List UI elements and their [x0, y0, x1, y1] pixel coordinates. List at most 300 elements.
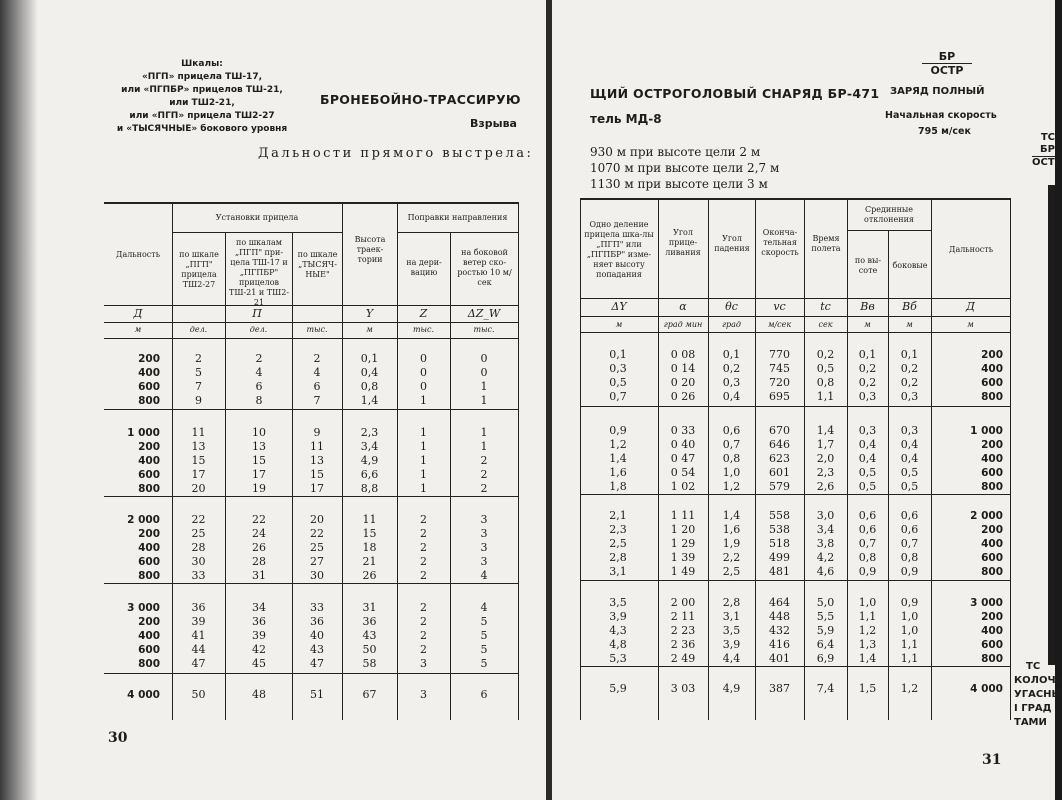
- table-cell: 0,3: [722, 376, 741, 389]
- table-cell: 0: [480, 352, 488, 365]
- bb-column: [890, 682, 929, 696]
- table-cell: 33: [310, 601, 324, 614]
- table-cell: 47: [310, 657, 324, 670]
- table-cell: 0,4: [858, 452, 877, 465]
- table-cell: 600: [981, 639, 1003, 651]
- direct-fire-line: 930 м при высоте цели 2 м: [590, 145, 761, 159]
- table-cell: 770: [769, 348, 790, 361]
- header-scale-pgpbr: по шкалам „ПГП" при-цела ТШ-17 и „ПГПБР" прицелов ТШ-21 и ТШ2-21: [228, 238, 290, 307]
- theta-column: [710, 596, 753, 666]
- header-side-wind: на боковой ветер ско-ростью 10 м/сек: [457, 248, 512, 287]
- table-cell: 401: [769, 652, 790, 665]
- table-cell: 28: [252, 555, 266, 568]
- edge-text-bottom: [1014, 660, 1062, 730]
- table-cell: 0: [420, 366, 427, 379]
- wind-column: [453, 688, 515, 702]
- table-cell: 400: [981, 625, 1003, 637]
- table-cell: 1: [420, 394, 427, 407]
- table-cell: 34: [252, 601, 266, 614]
- table-cell: 1,0: [900, 610, 919, 623]
- table-cell: 6: [480, 688, 488, 701]
- table-cell: 1: [420, 468, 427, 481]
- table-cell: 1,4: [722, 509, 741, 522]
- direct-fire-label: Дальности прямого выстрела:: [258, 146, 534, 161]
- table-cell: 0 20: [670, 376, 696, 389]
- table-cell: 4: [480, 601, 488, 614]
- table-cell: 0,4: [900, 438, 919, 451]
- edge-text-top: [1032, 132, 1059, 169]
- table-cell: 58: [362, 657, 377, 670]
- table-cell: 1,9: [722, 537, 741, 550]
- vc-column: [757, 424, 802, 494]
- tc-column: [806, 682, 845, 696]
- table-cell: 1: [480, 394, 488, 407]
- header-range: Дальность: [115, 250, 161, 259]
- right-range-column: [933, 682, 1003, 696]
- pgp-column: [176, 513, 221, 583]
- table-cell: 0,1: [609, 348, 627, 361]
- corner-mark-bottom: ОСТР: [930, 64, 964, 77]
- table-cell: 41: [191, 629, 206, 642]
- table-cell: 4: [480, 569, 488, 582]
- table-cell: 0,5: [900, 466, 919, 479]
- table-cell: 4,2: [816, 551, 835, 564]
- table-cell: 0 33: [670, 424, 696, 437]
- table-cell: 0,7: [858, 537, 877, 550]
- table-cell: 400: [138, 542, 160, 554]
- right-range-column: [933, 424, 1003, 494]
- header-right-range: Дальность: [948, 245, 994, 254]
- table-cell: 2: [420, 513, 427, 526]
- bv-column: [849, 682, 886, 696]
- table-cell: 2,5: [609, 537, 627, 550]
- dy-column: [582, 509, 654, 579]
- unit-tc: сек: [818, 320, 833, 329]
- table-cell: 600: [981, 552, 1003, 564]
- table-cell: 3,1: [722, 610, 741, 623]
- vc-column: [757, 509, 802, 579]
- table-cell: 2: [420, 541, 427, 554]
- table-cell: 2: [420, 601, 427, 614]
- bv-column: [849, 348, 886, 404]
- table-cell: 2: [420, 569, 427, 582]
- table-cell: 36: [310, 615, 324, 628]
- table-cell: 1: [480, 426, 488, 439]
- symbol-wind: ΔZ_W: [467, 307, 501, 320]
- table-cell: 0,5: [609, 376, 627, 389]
- thousand-column: [295, 426, 339, 496]
- table-cell: 5,0: [816, 596, 835, 609]
- table-cell: 27: [310, 555, 324, 568]
- table-cell: 2: [195, 352, 202, 365]
- table-cell: 33: [191, 569, 206, 582]
- page-number: 30: [108, 730, 128, 746]
- table-cell: 1,2: [722, 480, 741, 493]
- table-cell: 1,1: [900, 652, 919, 665]
- table-cell: 0,5: [858, 480, 877, 493]
- bv-column: [849, 424, 886, 494]
- edge-text: ОСТІ: [1032, 157, 1059, 168]
- table-cell: 1,0: [858, 596, 877, 609]
- table-cell: 601: [769, 466, 790, 479]
- table-cell: 39: [252, 629, 266, 642]
- header-scale-pgp: по шкале „ПГП" прицела ТШ2-27: [179, 250, 219, 289]
- table-cell: 31: [252, 569, 266, 582]
- table-cell: 200: [981, 349, 1003, 361]
- right-page: [552, 0, 1062, 800]
- table-cell: 0,2: [900, 376, 919, 389]
- table-cell: 800: [981, 653, 1003, 665]
- table-cell: 0,7: [609, 390, 627, 403]
- table-cell: 3,1: [609, 565, 627, 578]
- table-cell: 0,7: [722, 438, 741, 451]
- theta-column: [710, 348, 753, 404]
- table-cell: 0,4: [900, 452, 919, 465]
- table-cell: 0,9: [900, 565, 919, 578]
- table-cell: 1 000: [970, 425, 1003, 437]
- table-cell: 1,2: [900, 682, 919, 695]
- table-cell: 4,8: [609, 638, 627, 651]
- table-cell: 42: [252, 643, 266, 656]
- table-cell: 3,4: [816, 523, 835, 536]
- edge-text: КОЛОЧЕ: [1014, 675, 1062, 686]
- tc-column: [806, 509, 845, 579]
- unit-bb: м: [906, 320, 913, 329]
- table-cell: 1,6: [609, 466, 627, 479]
- table-cell: 36: [191, 601, 206, 614]
- right-range-column: [933, 596, 1003, 666]
- dy-column: [582, 682, 654, 696]
- table-cell: 5: [480, 629, 488, 642]
- symbol-derivation: Z: [419, 307, 428, 320]
- scales-caption-line: или «ПГПБР» прицелов ТШ-21,: [121, 85, 283, 95]
- table-cell: 9: [313, 426, 321, 439]
- table-cell: 4 000: [127, 689, 160, 701]
- table-cell: 6,6: [360, 468, 379, 481]
- table-cell: 3: [420, 657, 427, 670]
- table-cell: 0,4: [722, 390, 741, 403]
- table-cell: 20: [310, 513, 324, 526]
- bb-column: [890, 348, 929, 404]
- table-cell: 1,6: [722, 523, 741, 536]
- unit-height: м: [366, 325, 373, 334]
- table-cell: 0,2: [858, 362, 877, 375]
- table-cell: 387: [769, 682, 790, 695]
- table-cell: 8: [255, 394, 263, 407]
- scales-caption-line: Шкалы:: [181, 59, 223, 69]
- table-cell: 0,1: [722, 348, 741, 361]
- table-cell: 1,0: [900, 624, 919, 637]
- table-cell: 1,7: [816, 438, 835, 451]
- table-cell: 18: [362, 541, 377, 554]
- table-cell: 1,4: [858, 652, 877, 665]
- table-cell: 1: [480, 440, 488, 453]
- table-cell: 1 29: [670, 537, 696, 550]
- table-cell: 50: [191, 688, 206, 701]
- table-cell: 8,8: [360, 482, 379, 495]
- range-column: [112, 426, 160, 496]
- table-cell: 400: [138, 455, 160, 467]
- table-cell: 800: [981, 391, 1003, 403]
- table-cell: 0,6: [900, 523, 919, 536]
- table-cell: 0,2: [722, 362, 741, 375]
- header-corrections: Поправки направления: [407, 213, 508, 222]
- table-cell: 1: [420, 440, 427, 453]
- table-cell: 11: [310, 440, 324, 453]
- table-cell: 0: [480, 366, 488, 379]
- pgp-column: [176, 426, 221, 496]
- next-page-edge: [1048, 185, 1055, 665]
- charge-label: ЗАРЯД ПОЛНЫЙ: [890, 86, 985, 97]
- table-cell: 30: [310, 569, 324, 582]
- table-cell: 3,9: [722, 638, 741, 651]
- table-cell: 1 000: [127, 427, 160, 439]
- theta-column: [710, 424, 753, 494]
- scales-caption-line: или ТШ2-21,: [169, 98, 235, 108]
- direct-fire-lines: [590, 144, 779, 192]
- table-cell: 0,6: [858, 523, 877, 536]
- table-cell: 39: [191, 615, 206, 628]
- scales-caption-line: или «ПГП» прицела ТШ2-27: [129, 111, 275, 121]
- dy-column: [582, 596, 654, 666]
- vc-column: [757, 596, 802, 666]
- table-cell: 0,3: [900, 424, 919, 437]
- table-cell: 2,1: [609, 509, 627, 522]
- table-cell: 432: [769, 624, 790, 637]
- table-cell: 25: [310, 541, 324, 554]
- pgpbr-column: [229, 352, 289, 408]
- table-cell: 4,9: [360, 454, 379, 467]
- derivation-column: [400, 352, 447, 408]
- table-cell: 0,1: [360, 352, 379, 365]
- table-cell: 0,6: [858, 509, 877, 522]
- dy-column: [582, 348, 654, 404]
- table-cell: 3,4: [360, 440, 379, 453]
- table-cell: 9: [195, 394, 202, 407]
- table-cell: 1: [480, 380, 488, 393]
- table-cell: 6,4: [816, 638, 835, 651]
- table-cell: 0,9: [900, 596, 919, 609]
- scales-caption-line: и «ТЫСЯЧНЫЕ» бокового уровня: [116, 124, 288, 134]
- table-cell: 1 39: [670, 551, 696, 564]
- table-cell: 26: [362, 569, 377, 582]
- left-subtitle: Взрыва: [470, 117, 517, 130]
- table-cell: 670: [769, 424, 790, 437]
- table-cell: 0,3: [858, 390, 877, 403]
- table-cell: 17: [252, 468, 266, 481]
- table-cell: 0,8: [722, 452, 741, 465]
- table-cell: 51: [310, 688, 324, 701]
- table-cell: 3 000: [970, 597, 1003, 609]
- table-cell: 0 54: [670, 466, 696, 479]
- table-cell: 2 11: [670, 610, 696, 623]
- table-cell: 2,6: [816, 480, 835, 493]
- table-cell: 800: [981, 566, 1003, 578]
- pgp-column: [176, 352, 221, 408]
- table-cell: 6,9: [816, 652, 835, 665]
- direct-fire-line: 1070 м при высоте цели 2,7 м: [590, 161, 780, 175]
- table-cell: 1,1: [816, 390, 835, 403]
- table-cell: 3,5: [609, 596, 627, 609]
- table-cell: 0,2: [816, 348, 835, 361]
- header-scale-thousand: по шкале „ТЫСЯЧ-НЫЕ": [297, 250, 338, 279]
- table-cell: 3,9: [609, 610, 627, 623]
- right-range-column: [933, 348, 1003, 404]
- table-cell: 0,8: [858, 551, 877, 564]
- pgpbr-column: [229, 513, 289, 583]
- pgpbr-column: [229, 601, 289, 671]
- table-cell: 2: [255, 352, 263, 365]
- table-cell: 1 11: [670, 509, 696, 522]
- pgp-column: [176, 688, 221, 702]
- table-cell: 0 47: [670, 452, 696, 465]
- table-cell: 518: [769, 537, 790, 550]
- table-cell: 2 49: [670, 652, 696, 665]
- table-cell: 1,1: [900, 638, 919, 651]
- table-cell: 538: [769, 523, 790, 536]
- table-cell: 13: [191, 440, 206, 453]
- unit-wind: тыс.: [473, 325, 495, 334]
- symbol-height: Y: [365, 307, 374, 320]
- table-cell: 2: [480, 482, 488, 495]
- height-column: [345, 601, 394, 671]
- scales-caption-line: «ПГП» прицела ТШ-17,: [141, 72, 263, 82]
- table-cell: 0,3: [858, 424, 877, 437]
- theta-column: [710, 509, 753, 579]
- unit-theta: град: [721, 320, 741, 329]
- table-cell: 400: [981, 538, 1003, 550]
- table-cell: 400: [138, 630, 160, 642]
- thousand-column: [295, 352, 339, 408]
- header-derivation: на дери-вацию: [406, 258, 442, 277]
- table-cell: 13: [252, 440, 266, 453]
- symbol-bb: Вб: [902, 300, 917, 313]
- unit-thousand: тыс.: [306, 325, 328, 334]
- page-number: 31: [982, 752, 1002, 768]
- table-cell: 2,3: [360, 426, 379, 439]
- table-cell: 2 36: [670, 638, 696, 651]
- table-cell: 3 000: [127, 602, 160, 614]
- table-cell: 22: [191, 513, 206, 526]
- bb-column: [890, 596, 929, 666]
- range-column: [112, 513, 160, 583]
- table-cell: 2,3: [816, 466, 835, 479]
- table-cell: 1 02: [670, 480, 696, 493]
- unit-dy: м: [615, 320, 623, 329]
- table-cell: 7: [313, 394, 321, 407]
- table-cell: 2: [480, 454, 488, 467]
- table-cell: 3 03: [670, 682, 696, 695]
- table-cell: 200: [138, 616, 160, 628]
- table-cell: 481: [769, 565, 790, 578]
- table-cell: 45: [252, 657, 266, 670]
- table-cell: 5: [195, 366, 202, 379]
- bv-column: [849, 509, 886, 579]
- table-cell: 0,4: [858, 438, 877, 451]
- unit-range: м: [134, 325, 142, 334]
- corner-mark-top: БР: [922, 50, 972, 64]
- table-cell: 2: [313, 352, 321, 365]
- table-cell: 1,1: [858, 610, 877, 623]
- header-division: Одно деление прицела шка-лы „ПГП" или „ПГПБР" изме-няет высоту попадания: [584, 220, 654, 279]
- table-cell: 5,9: [816, 624, 835, 637]
- table-cell: 15: [362, 527, 377, 540]
- table-cell: 40: [310, 629, 324, 642]
- table-cell: 745: [769, 362, 790, 375]
- pgpbr-column: [229, 688, 289, 702]
- table-cell: 2 000: [127, 514, 160, 526]
- table-cell: 48: [252, 688, 266, 701]
- alpha-column: [660, 509, 706, 579]
- table-cell: 22: [310, 527, 324, 540]
- table-cell: 26: [252, 541, 266, 554]
- table-cell: 800: [138, 483, 160, 495]
- range-column: [112, 601, 160, 671]
- table-cell: 0,2: [900, 362, 919, 375]
- wind-column: [453, 426, 515, 496]
- scales-caption: [92, 58, 312, 136]
- table-cell: 15: [191, 454, 206, 467]
- table-cell: 800: [138, 570, 160, 582]
- height-column: [345, 352, 394, 408]
- table-cell: 13: [310, 454, 324, 467]
- table-cell: 11: [191, 426, 206, 439]
- table-cell: 2,5: [722, 565, 741, 578]
- bb-column: [890, 424, 929, 494]
- table-cell: 2,2: [722, 551, 741, 564]
- table-cell: 24: [252, 527, 266, 540]
- table-cell: 579: [769, 480, 790, 493]
- table-cell: 0,2: [858, 376, 877, 389]
- right-title: ЩИЙ ОСТРОГОЛОВЫЙ СНАРЯД БР-471: [590, 86, 880, 101]
- table-cell: 800: [138, 395, 160, 407]
- table-cell: 28: [191, 541, 206, 554]
- unit-vc: м/сек: [767, 320, 792, 329]
- table-cell: 43: [362, 629, 377, 642]
- symbol-tc: tc: [820, 300, 831, 313]
- table-cell: 600: [138, 556, 160, 568]
- table-cell: 3: [480, 541, 488, 554]
- height-column: [345, 688, 394, 702]
- table-cell: 0,5: [900, 480, 919, 493]
- thousand-column: [295, 513, 339, 583]
- table-cell: 2,0: [816, 452, 835, 465]
- dy-column: [582, 424, 654, 494]
- symbol-range: Д: [133, 307, 143, 320]
- table-cell: 25: [191, 527, 206, 540]
- table-cell: 1: [420, 426, 427, 439]
- table-cell: 6: [313, 380, 321, 393]
- table-cell: 464: [769, 596, 790, 609]
- table-cell: 3,0: [816, 509, 835, 522]
- header-elevation-angle: Угол прице-ливания: [665, 228, 701, 257]
- symbol-bv: Вв: [860, 300, 875, 313]
- table-cell: 30: [191, 555, 206, 568]
- alpha-column: [660, 682, 706, 696]
- table-cell: 0,9: [609, 424, 627, 437]
- table-cell: 1,4: [816, 424, 835, 437]
- table-cell: 36: [252, 615, 266, 628]
- table-cell: 1,3: [858, 638, 877, 651]
- page-edge-shadow: [0, 0, 38, 800]
- table-cell: 20: [191, 482, 206, 495]
- table-cell: 2: [480, 468, 488, 481]
- table-cell: 3: [480, 555, 488, 568]
- table-cell: 623: [769, 452, 790, 465]
- table-cell: 4,4: [722, 652, 741, 665]
- symbol-vc: vc: [773, 300, 786, 313]
- derivation-column: [400, 688, 447, 702]
